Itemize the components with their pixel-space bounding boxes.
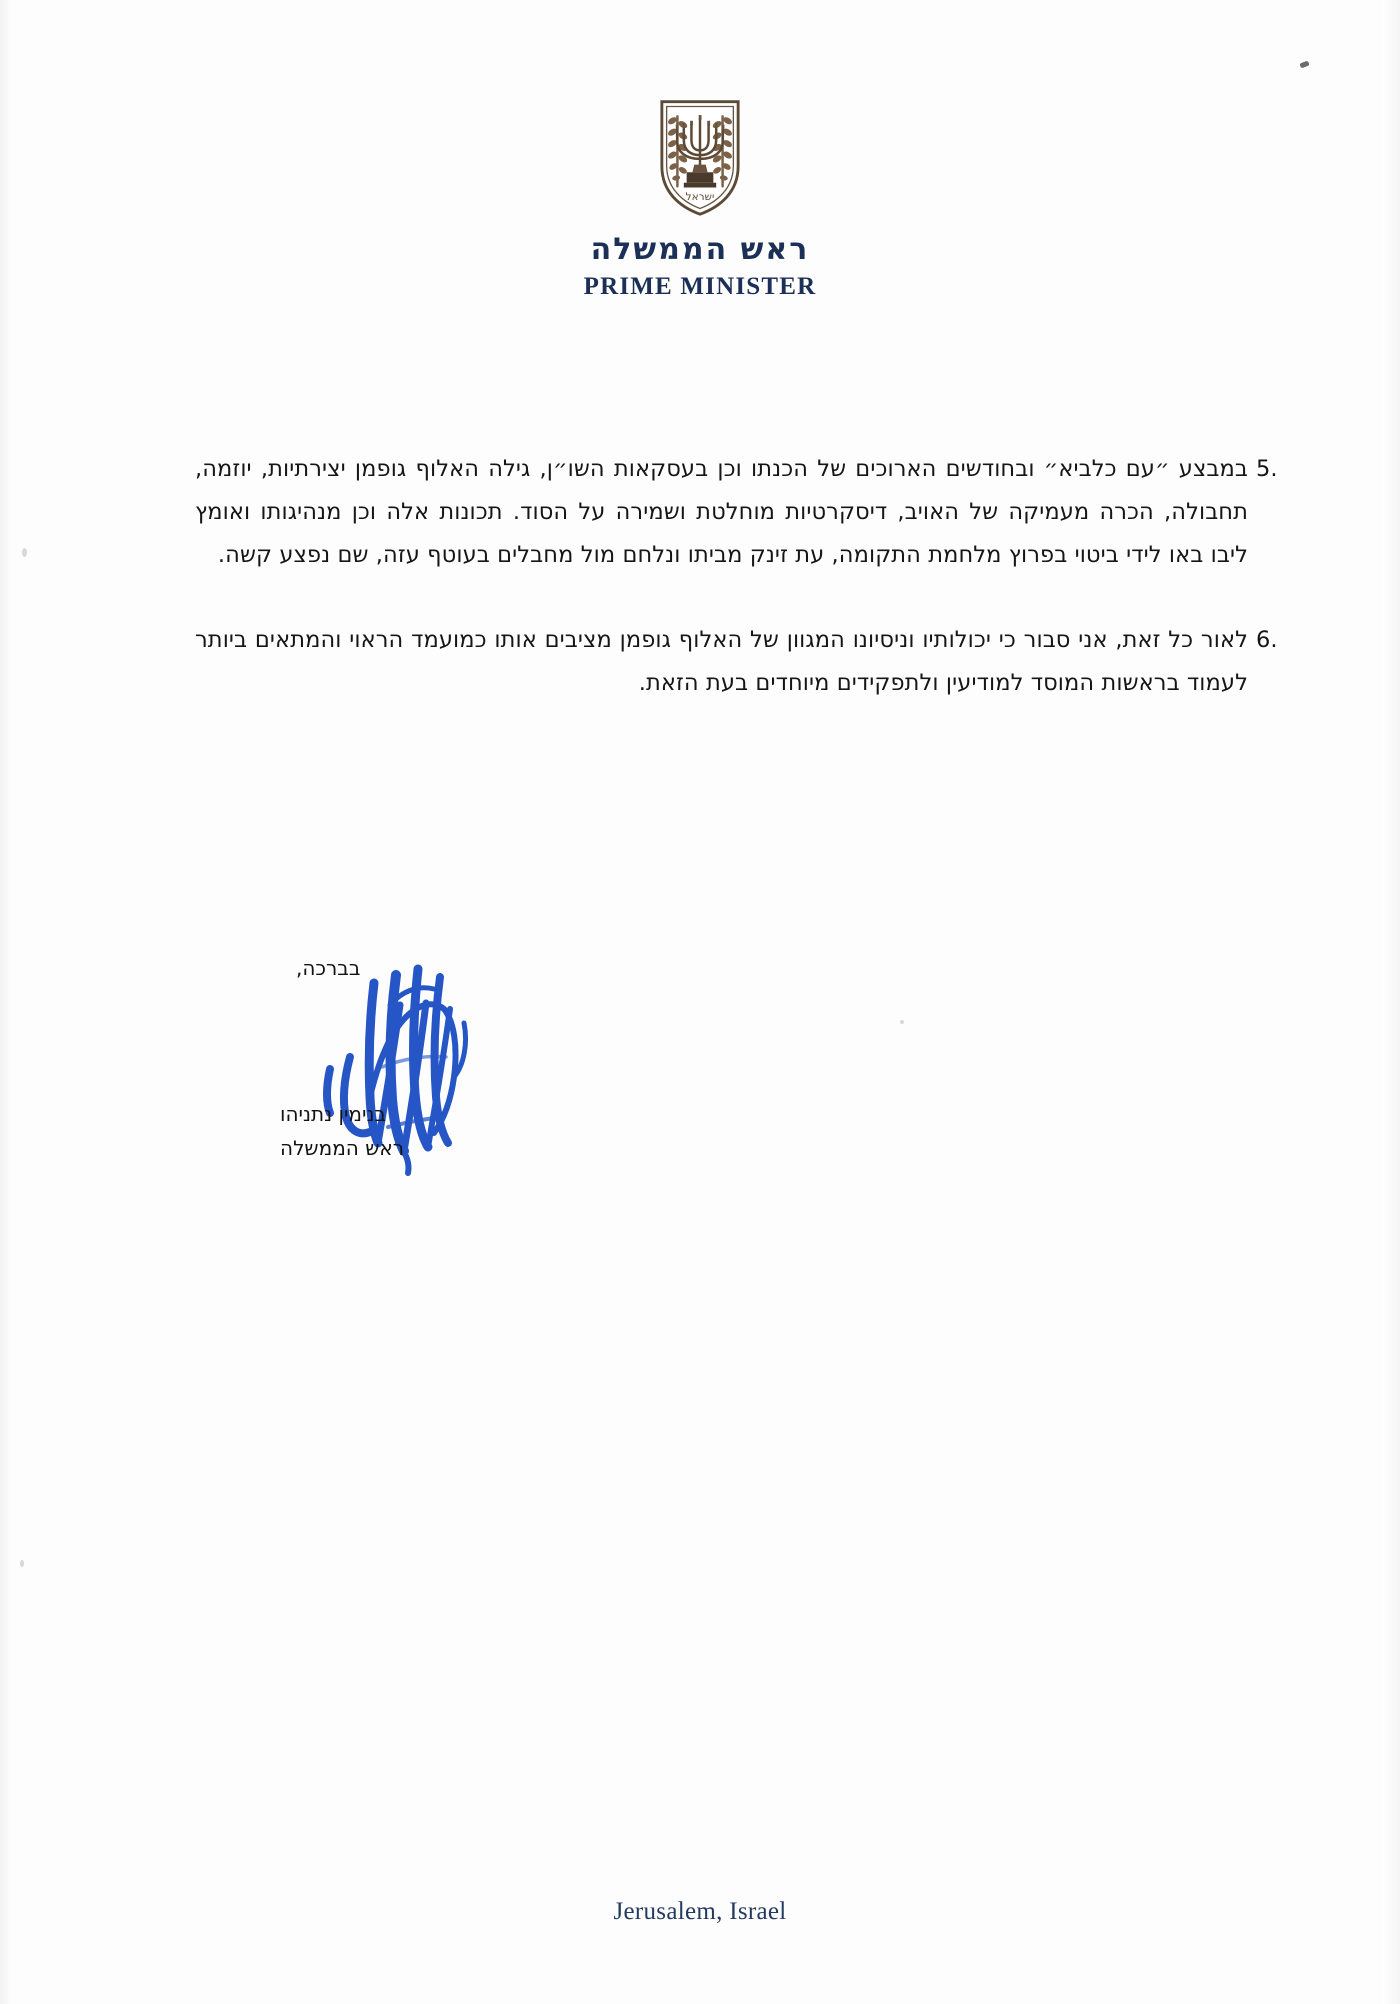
signature-name: בנימין נתניהו — [280, 1102, 387, 1126]
letterhead — [0, 96, 1400, 301]
israel-state-emblem-icon — [652, 96, 748, 218]
paragraph-item — [195, 619, 1300, 705]
letterhead-title-hebrew: ראש הממשלה — [590, 232, 810, 267]
paragraph-number: 5. — [1256, 456, 1278, 482]
paragraph-text: לאור כל זאת, אני סבור כי יכולותיו וניסיונו המגוון של האלוף גופמן מציבים אותו כמועמד הראוי והמתאים ביותר לעמוד בראשות המוסד למודיעין ולתפקידים מיוחדים בעת הזאת. — [195, 627, 1248, 696]
scan-speck — [900, 1020, 904, 1024]
signature-greeting: בברכה, — [296, 956, 361, 980]
paragraph-item — [195, 448, 1300, 577]
footer-location: Jerusalem, Israel — [613, 1898, 787, 1925]
scan-speck — [20, 1560, 24, 1567]
paragraph-text: במבצע ״עם כלביא״ ובחודשים הארוכים של הכנתו וכן בעסקאות השו״ן, גילה האלוף גופמן יצירתיות, יוזמה, תחבולה, הכרה מעמיקה של האויב, דיסקרטיות מוחלטת ושמירה על הסוד. תכונות אלה וכן מנהיגותו ואומץ ליבו באו לידי ביטוי בפרוץ מלחמת התקומה, עת זינק מביתו ונלחם מול מחבלים בעוטף עזה, שם נפצע קשה. — [195, 456, 1248, 568]
svg-text:ישראל: ישראל — [685, 190, 715, 203]
signature-role: ראש הממשלה — [280, 1136, 405, 1160]
signature-block — [262, 955, 562, 1165]
letter-body — [195, 448, 1300, 747]
letterhead-title-english: PRIME MINISTER — [583, 273, 817, 300]
scan-speck — [1299, 61, 1309, 69]
scan-speck — [22, 548, 27, 557]
paragraph-number: 6. — [1256, 627, 1278, 653]
